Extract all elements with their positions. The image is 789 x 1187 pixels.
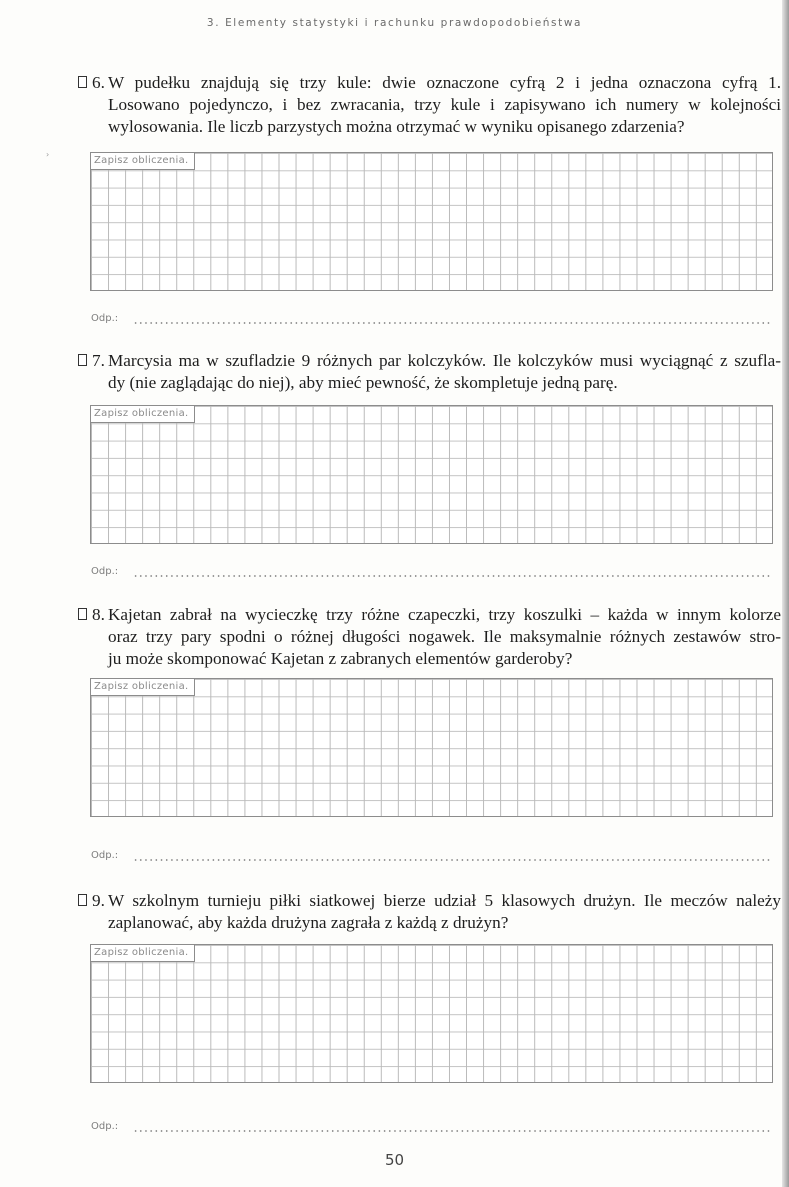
task-text [108, 350, 781, 394]
answer-label: Odp.: [91, 850, 119, 861]
running-header: 3. Elementy statystyki i rachunku prawdopodobieństwa [206, 17, 583, 29]
margin-mark: › [46, 150, 50, 159]
task-number: 9. [92, 891, 105, 910]
work-grid[interactable] [90, 405, 773, 544]
task-number: 8. [92, 605, 105, 624]
task-text-line: dy (nie zaglądając do niej), aby mieć pewność, że skompletuje jedną parę. [108, 373, 618, 392]
task-text-line: zaplanować, aby każda drużyna zagrała z każdą z drużyn? [108, 913, 509, 932]
answer-row[interactable] [91, 566, 771, 580]
work-grid[interactable] [90, 944, 773, 1083]
task-checkbox[interactable] [78, 354, 87, 366]
work-grid-label: Zapisz obliczenia. [91, 153, 195, 170]
page-number: 50 [384, 1151, 405, 1169]
task-checkbox[interactable] [78, 76, 87, 88]
answer-row[interactable] [91, 313, 771, 327]
answer-dotted-line [133, 1130, 771, 1132]
work-grid[interactable] [90, 678, 773, 817]
answer-row[interactable] [91, 850, 771, 864]
task-number: 7. [92, 351, 105, 370]
task-checkbox[interactable] [78, 894, 87, 906]
task-text-line: W szkolnym turnieju piłki siatkowej bierze udział 5 klasowych drużyn. Ile meczów należy [108, 891, 781, 910]
answer-dotted-line [133, 859, 771, 861]
work-grid-label: Zapisz obliczenia. [91, 679, 195, 696]
work-grid-label: Zapisz obliczenia. [91, 945, 195, 962]
task-text-line: wylosowania. Ile liczb parzystych można otrzymać w wyniku opisanego zdarzenia? [108, 117, 685, 136]
task-text-line: W pudełku znajdują się trzy kule: dwie oznaczone cyfrą 2 i jedna oznaczona cyfrą 1. [108, 73, 781, 92]
task-text [108, 890, 781, 934]
task-text-line: Kajetan zabrał na wycieczkę trzy różne czapeczki, trzy koszulki – każda w innym kolorze [108, 605, 781, 624]
task-text-line: Losowano pojedynczo, i bez zwracania, trzy kule i zapisywano ich numery w kolejności [108, 95, 781, 114]
work-grid-label: Zapisz obliczenia. [91, 406, 195, 423]
work-grid[interactable] [90, 152, 773, 291]
task-text-line: Marcysia ma w szufladzie 9 różnych par kolczyków. Ile kolczyków musi wyciągnąć z szufla- [108, 351, 781, 370]
answer-label: Odp.: [91, 566, 119, 577]
task-text-line: ju może skomponować Kajetan z zabranych elementów garderoby? [108, 649, 573, 668]
answer-dotted-line [133, 322, 771, 324]
task-checkbox[interactable] [78, 608, 87, 620]
answer-row[interactable] [91, 1121, 771, 1135]
task-text-line: oraz trzy pary spodni o różnej długości nogawek. Ile maksymalnie różnych zestawów stro- [108, 627, 781, 646]
task-text [108, 72, 781, 138]
task-text [108, 604, 781, 670]
page-edge-shadow [782, 0, 789, 1187]
answer-label: Odp.: [91, 1121, 119, 1132]
answer-label: Odp.: [91, 313, 119, 324]
answer-dotted-line [133, 575, 771, 577]
task-number: 6. [92, 73, 105, 92]
